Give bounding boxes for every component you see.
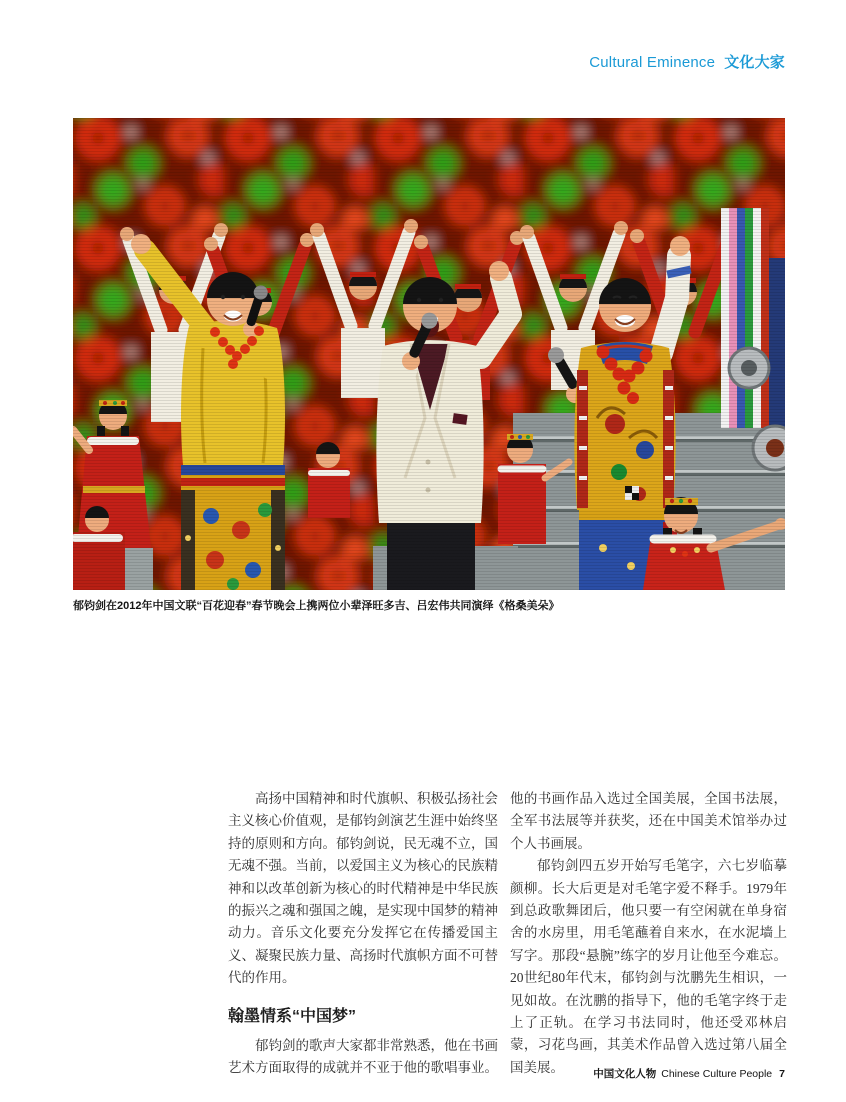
footer-journal-zh: 中国文化人物: [593, 1068, 657, 1080]
section-header: [589, 51, 785, 72]
paragraph-brush-history: 郁钧剑四五岁开始写毛笔字，六七岁临摹颜柳。长大后更是对毛笔字爱不释手。1979年到总政歌舞团后，他只要一有空闲就在单身宿舍的水房里，用毛笔蘸着自来水，在水泥墙上写字。那段“悬腕”练字的岁月让他至今难忘。20世纪80年代末，郁钧剑与沈鹏先生相识，一见如故。在沈鹏的指导下，他的毛笔字终于走上了正轨。在学习书法同时，他还受邓林启蒙，习花鸟画，其美术作品曾入选过第八届全国美展。: [510, 858, 787, 1075]
article-left-column: [228, 788, 498, 1079]
footer-journal-en: Chinese Culture People: [661, 1068, 773, 1080]
stage-photo-art: [73, 118, 785, 590]
paragraph-values: 高扬中国精神和时代旗帜、积极弘扬社会主义核心价值观，是郁钧剑演艺生涯中始终坚持的原则和方向。郁钧剑说，民无魂不立，国无魂不强。当前，以爱国主义为核心的民族精神和以改革创新为核心的时代精神是中华民族的振兴之魂和强国之魄，是实现中国梦的精神动力。音乐文化要充分发挥它在传播爱国主义、凝聚民族力量、高扬时代旗帜方面不可替代的作用。: [228, 791, 498, 986]
paragraph-calligraphy-start: 郁钧剑的歌声大家都非常熟悉，他在书画艺术方面取得的成就并不亚于他的歌唱事业。: [228, 1037, 498, 1076]
stage-photo: [73, 118, 785, 590]
section-title-zh: 文化大家: [724, 54, 785, 71]
article-right-column: [510, 788, 787, 1079]
section-heading: 翰墨情系“中国梦”: [228, 1007, 357, 1025]
section-title-en: Cultural Eminence: [589, 54, 716, 71]
page-footer: [593, 1066, 785, 1081]
photo-caption: 郁钧剑在2012年中国文联“百花迎春”春节晚会上携两位小辈泽旺多吉、吕宏伟共同演绎《格桑美朵》: [73, 600, 560, 612]
paragraph-calligraphy-continued: 他的书画作品入选过全国美展，全国书法展，全军书法展等并获奖，还在中国美术馆举办过个人书画展。: [510, 791, 787, 851]
footer-page-number: 7: [779, 1068, 785, 1080]
